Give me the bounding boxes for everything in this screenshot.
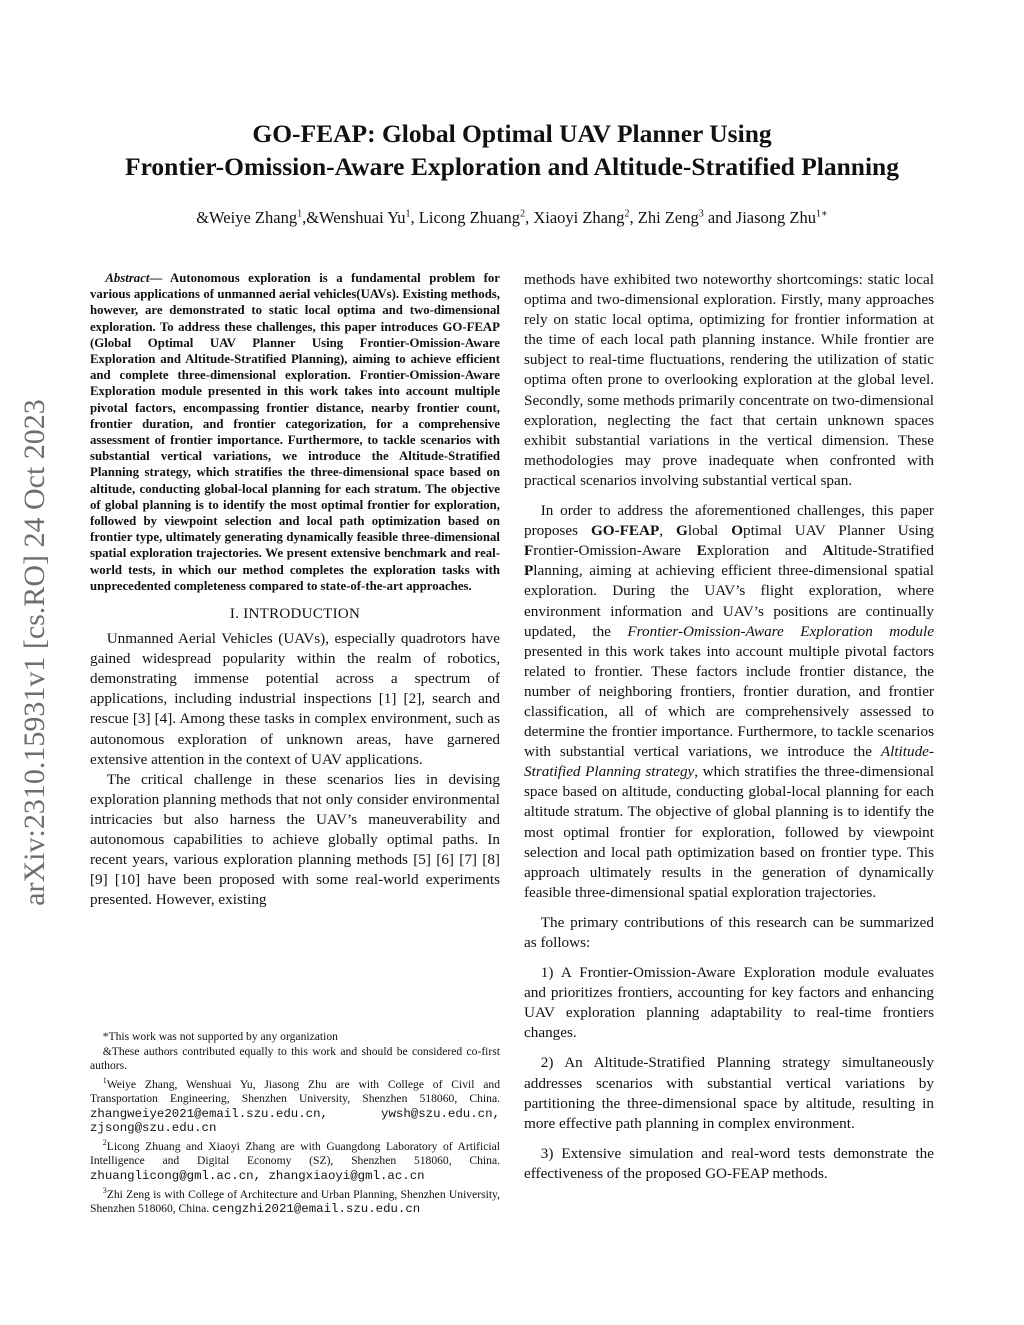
contribution-2: 2) An Altitude-Stratified Planning strategy simultaneously addresses scenarios with substantial vertical variations by partitioning the three-dimensional space by altitude, resulting in more effective path planning in complex environment.	[524, 1054, 934, 1132]
footnote-funding: *This work was not supported by any organization	[102, 1030, 338, 1043]
affiliation-mark: 1	[405, 208, 411, 220]
text-run: presented in this work takes into account multiple pivotal factors related to frontier. These factors include frontier distance, the number of neighboring frontiers, frontier duration, and frontier classification, all of which are comprehensively assessed to determine the frontier importance. Furthermore, to tackle scenarios with substantial vertical variations, we introduce the	[524, 642, 934, 761]
abstract-dash: —	[149, 271, 171, 285]
acronym-letter: E	[696, 542, 707, 560]
text-run: ltitude-Stratified	[833, 542, 934, 560]
abstract-text: Autonomous exploration is a fundamental problem for various applications of unmanned aerial vehicles(UAVs). Existing methods, however, are demonstrated to static local optima and two-dimensional exploration. To address these challenges, this paper introduces GO-FEAP (Global Optimal UAV Planner Using Frontier-Omission-Aware Exploration and Altitude-Stratified Planning), aiming to achieve efficient and complete three-dimensional exploration. Frontier-Omission-Aware Exploration module presented in this work takes into account multiple pivotal factors, encompassing frontier distance, nearby frontier count, frontier duration, and frontier categorization, for a comprehensive assessment of frontier importance. Furthermore, to tackle scenarios with substantial vertical variations, we introduce the Altitude-Stratified Planning strategy, which stratifies the three-dimensional space based on altitude, conducting global-local planning for each stratum. The objective of global planning is to identify the most optimal frontier for exploration, followed by viewpoint selection and local path optimization based on frontier type, ultimately generating dynamically feasible three-dimensional spatial exploration trajectories. We present extensive benchmark and real-world tests, in which our method completes the exploration tasks with unprecedented completeness compared to state-of-the-art approaches.	[90, 271, 500, 593]
strategy-name: Altitude-Stratified Planning strategy	[524, 743, 934, 781]
module-name: Frontier-Omission-Aware Exploration module	[627, 622, 934, 640]
affiliation-mark: 3	[698, 208, 704, 220]
footnote-text: Zhi Zeng is with College of Architecture and Urban Planning, Shenzhen University, Shenzhen 518060, China.	[90, 1187, 500, 1216]
text-run: In order to address the aforementioned challenges, this paper proposes	[524, 502, 934, 540]
left-column	[90, 270, 500, 910]
acronym-letter: A	[822, 542, 834, 560]
body-paragraph-contributions-intro: The primary contributions of this research can be summarized as follows:	[524, 913, 934, 951]
paper-title	[60, 117, 964, 183]
footnote-email: zhuanglicong@gml.ac.cn, zhangxiaoyi@gml.ac.cn	[90, 1169, 425, 1184]
footnote-email: cengzhi2021@email.szu.edu.cn	[212, 1202, 421, 1217]
author-name: &Weiye Zhang	[196, 208, 298, 227]
footnote-text: Weiye Zhang, Wenshuai Yu, Jiasong Zhu are with College of Civil and Transportation Engineering, Shenzhen University, Shenzhen 518060, China.	[90, 1077, 500, 1106]
contribution-3: 3) Extensive simulation and real-word tests demonstrate the effectiveness of the proposed GO-FEAP methods.	[524, 1144, 934, 1182]
footnote-affiliation-2	[90, 1136, 500, 1184]
footnote-mark: 3	[102, 1185, 107, 1195]
footnote-affiliation-1	[90, 1074, 500, 1136]
method-name: GO-FEAP	[590, 522, 660, 540]
footnotes	[90, 1030, 500, 1217]
author-name: and Jiasong Zhu	[703, 208, 816, 227]
footnote-equal-contribution: &These authors contributed equally to this work and should be considered co-first authors.	[90, 1044, 500, 1073]
text-run: ,	[659, 522, 677, 540]
acronym-letter: O	[731, 522, 744, 540]
footnote-mark: 2	[102, 1138, 107, 1148]
author-name: ,&Wenshuai Yu	[302, 208, 406, 227]
text-run: ptimal UAV Planner Using	[743, 522, 935, 540]
right-column	[524, 270, 934, 1184]
text-run: rontier-Omission-Aware	[533, 542, 697, 560]
abstract	[90, 270, 500, 594]
text-run: lobal	[687, 522, 732, 540]
body-paragraph-proposal	[524, 501, 934, 903]
footnote-email: zhangweiye2021@email.szu.edu.cn, ywsh@szu.edu.cn, zjsong@szu.edu.cn	[90, 1106, 500, 1136]
section-heading-introduction: I. INTRODUCTION	[229, 606, 361, 623]
affiliation-mark: 1	[297, 208, 303, 220]
acronym-letter: F	[524, 542, 534, 560]
title-line-1: GO-FEAP: Global Optimal UAV Planner Using	[252, 119, 772, 148]
footnote-mark: 1	[102, 1075, 107, 1085]
text-run: , which stratifies the three-dimensional space based on altitude, conducting global-local planning for each altitude stratum. The objective of global planning is to identify the most optimal frontier for exploration, followed by viewpoint selection and local path optimization based on frontier type. This approach ultimately results in the generation of dynamically feasible three-dimensional spatial exploration trajectories.	[524, 763, 934, 901]
footnote-text: Licong Zhuang and Xiaoyi Zhang are with Guangdong Laboratory of Artificial Intelligence and Digital Economy (SZ), Shenzhen 518060, China.	[90, 1139, 500, 1168]
title-line-2: Frontier-Omission-Aware Exploration and Altitude-Stratified Planning	[125, 152, 899, 181]
acronym-letter: P	[524, 562, 534, 580]
contribution-1: 1) A Frontier-Omission-Aware Exploration module evaluates and prioritizes frontiers, accounting for key factors and enhancing UAV exploration planning adaptability to real-time frontiers changes.	[524, 964, 934, 1042]
arxiv-identifier: arXiv:2310.15931v1 [cs.RO] 24 Oct 2023	[18, 399, 51, 906]
affiliation-mark: 1∗	[815, 208, 828, 220]
intro-paragraph-1: Unmanned Aerial Vehicles (UAVs), especially quadrotors have gained widespread popularity within the realm of robotics, demonstrating immense potential across a spectrum of applications, including industrial inspections [1] [2], search and rescue [3] [4]. Among these tasks in complex environment, such as autonomous exploration of unknown areas, have garnered extensive attention in the context of UAV applications.	[90, 630, 500, 768]
text-run: lanning, aiming at achieving efficient three-dimensional spatial exploration. During the UAV’s flight exploration, where environment information and UAV’s positions are continually updated, the	[524, 562, 934, 640]
abstract-label: Abstract	[105, 271, 150, 285]
author-name: , Zhi Zeng	[629, 208, 699, 227]
intro-paragraph-2: The critical challenge in these scenarios lies in devising exploration planning methods that not only consider environmental intricacies but also harness the UAV’s maneuverability and autonomous capabilities to achieve globally optimal paths. In recent years, various exploration planning methods [5] [6] [7] [8] [9] [10] have been proposed with some real-world experiments presented. However, existing	[90, 770, 500, 909]
text-run: xploration and	[706, 542, 823, 560]
acronym-letter: G	[676, 522, 688, 540]
author-name: , Licong Zhuang	[410, 208, 521, 227]
author-list	[60, 208, 964, 228]
footnote-affiliation-3	[90, 1184, 500, 1217]
affiliation-mark: 2	[520, 208, 526, 220]
affiliation-mark: 2	[624, 208, 630, 220]
body-paragraph-continued: methods have exhibited two noteworthy shortcomings: static local optima and two-dimensional exploration. Firstly, many approaches rely on static local optima, optimizing for frontier information at the time of each local path planning instance. While frontier are subject to real-time fluctuations, rendering the utilization of static optima often prone to overlooking exploration at the global level. Secondly, some methods primarily concentrate on two-dimensional exploration, neglecting the fact that certain unknown spaces exhibit substantial variations in the vertical dimension. These methodologies may prove inadequate when confronted with practical scenarios involving substantial vertical span.	[524, 271, 934, 489]
author-name: , Xiaoyi Zhang	[525, 208, 625, 227]
